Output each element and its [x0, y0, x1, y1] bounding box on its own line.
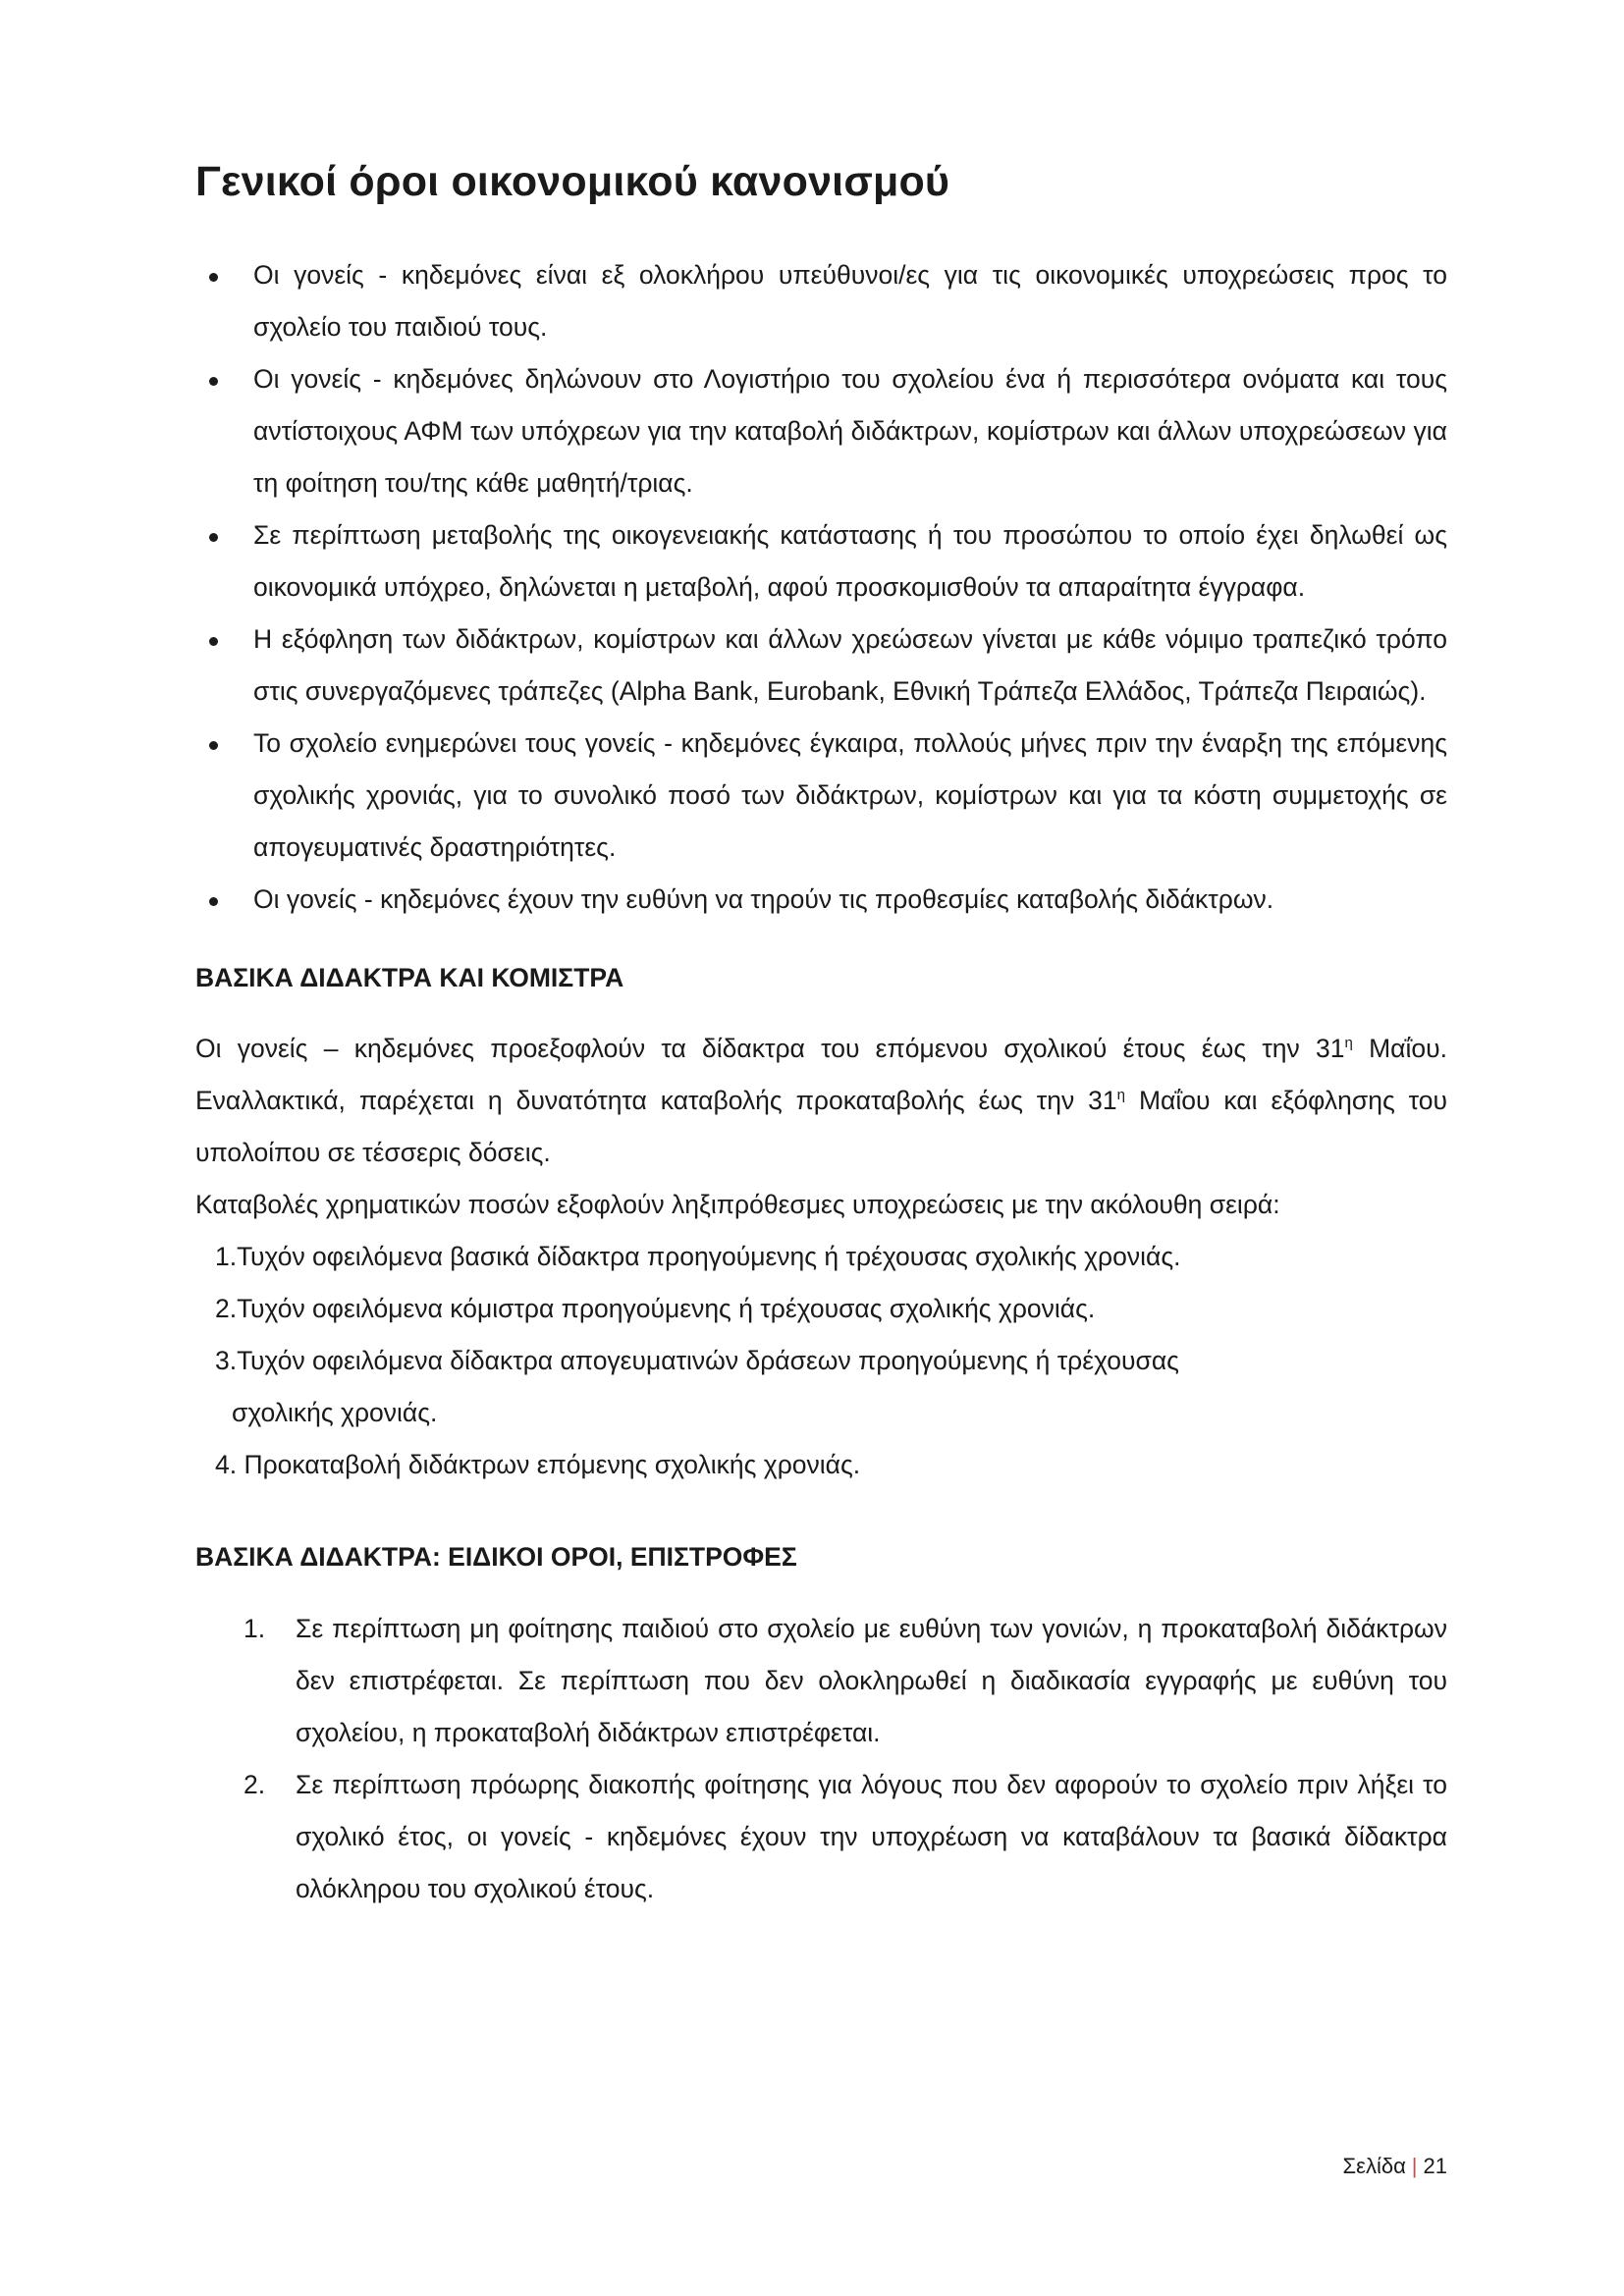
fees-paragraph-part: Μαΐου και εξόφλησης του υπολοίπου σε τέσσερις δόσεις. — [195, 1086, 1447, 1168]
special-terms-list — [195, 1603, 1447, 1915]
list-item-text: Το σχολείο ενημερώνει τους γονείς - κηδεμόνες έγκαιρα, πολλούς μήνες πριν την έναρξη της επόμενης σχολικής χρονιάς, για το συνολικό ποσό των διδάκτρων, κομίστρων και για τα κόστη συμμετοχής σε απογευματινές δραστηριότητες. — [253, 727, 1447, 862]
list-item-text: Οι γονείς - κηδεμόνες έχουν την ευθύνη να τηρούν τις προθεσμίες καταβολής διδάκτρων. — [253, 883, 1274, 914]
section-heading-fees: ΒΑΣΙΚΑ ΔΙΔΑΚΤΡΑ ΚΑΙ ΚΟΜΙΣΤΡΑ — [195, 962, 624, 992]
list-item — [195, 718, 1447, 874]
ordinal-suffix: η — [1116, 1087, 1125, 1104]
list-item-text: 3.Τυχόν οφειλόμενα δίδακτρα απογευματινών δράσεων προηγούμενης ή τρέχουσας — [215, 1346, 1179, 1376]
list-item-text: Σε περίπτωση μεταβολής της οικογενειακής κατάστασης ή του προσώπου το οποίο έχει δηλωθεί ως οικονομικά υπόχρεο, δηλώνεται η μεταβολή, αφού προσκομισθούν τα απαραίτητα έγγραφα. — [253, 519, 1447, 602]
bullet-icon — [209, 377, 218, 386]
list-item — [195, 1335, 1447, 1439]
list-item — [195, 353, 1447, 509]
list-item — [195, 1603, 1447, 1759]
fees-paragraph-part: Μαΐου. Εναλλακτικά, παρέχεται η δυνατότητα καταβολής προκαταβολής έως την 31 — [195, 1034, 1447, 1116]
list-item — [195, 614, 1447, 718]
list-item-number: 1. — [244, 1614, 266, 1644]
payment-order-list — [195, 1231, 1447, 1491]
list-item — [195, 249, 1447, 353]
list-item-text: Οι γονείς - κηδεμόνες είναι εξ ολοκλήρου υπεύθυνοι/ες για τις οικονομικές υποχρεώσεις προς το σχολείο του παιδιού τους. — [253, 259, 1447, 342]
bullet-icon — [209, 637, 218, 646]
list-item — [195, 1759, 1447, 1915]
page-title: Γενικοί όροι οικονομικού κανονισμού — [195, 158, 950, 205]
ordinal-suffix: η — [1344, 1035, 1353, 1052]
fees-paragraph-part: Οι γονείς – κηδεμόνες προεξοφλούν τα δίδακτρα του επόμενου σχολικού έτους έως την 31 — [195, 1034, 1345, 1064]
general-terms-list — [195, 249, 1447, 926]
document-page — [195, 157, 1447, 1915]
page-number: 21 — [1423, 2154, 1447, 2178]
list-item-text: Η εξόφληση των διδάκτρων, κομίστρων και άλλων χρεώσεων γίνεται με κάθε νόμιμο τραπεζικό τρόπο στις συνεργαζόμενες τράπεζες (Alpha Bank, Eurobank, Εθνική Τράπεζα Ελλάδος, Τράπεζα Πειραιώς). — [253, 623, 1447, 706]
list-item — [195, 874, 1447, 926]
fees-paragraph — [195, 1023, 1447, 1179]
bullet-icon — [209, 533, 218, 542]
bullet-icon — [209, 741, 218, 750]
list-item: 4. Προκαταβολή διδάκτρων επόμενης σχολικής χρονιάς. — [215, 1450, 861, 1480]
payment-order-paragraph: Καταβολές χρηματικών ποσών εξοφλούν ληξιπρόθεσμες υποχρεώσεις με την ακόλουθη σειρά: — [195, 1190, 1280, 1220]
section-heading-special-terms: ΒΑΣΙΚΑ ΔΙΔΑΚΤΡΑ: ΕΙΔΙΚΟΙ ΟΡΟΙ, ΕΠΙΣΤΡΟΦΕΣ — [195, 1542, 797, 1573]
footer-separator: | — [1411, 2154, 1418, 2178]
page-label: Σελίδα — [1342, 2154, 1406, 2178]
list-item: 2.Τυχόν οφειλόμενα κόμιστρα προηγούμενης ή τρέχουσας σχολικής χρονιάς. — [215, 1294, 1096, 1324]
list-item-text: Οι γονείς - κηδεμόνες δηλώνουν στο Λογιστήριο του σχολείου ένα ή περισσότερα ονόματα και τους αντίστοιχους ΑΦΜ των υπόχρεων για την καταβολή διδάκτρων, κομίστρων και άλλων υποχρεώσεων για τη φοίτηση του/της κάθε μαθητή/τριας. — [253, 363, 1447, 498]
list-item-number: 2. — [244, 1770, 266, 1800]
page-footer — [1343, 2154, 1447, 2179]
bullet-icon — [209, 897, 218, 906]
list-item-continuation: σχολικής χρονιάς. — [232, 1398, 438, 1428]
list-item-text: Σε περίπτωση μη φοίτησης παιδιού στο σχολείο με ευθύνη των γονιών, η προκαταβολή διδάκτρων δεν επιστρέφεται. Σε περίπτωση που δεν ολοκληρωθεί η διαδικασία εγγραφής με ευθύνη του σχολείου, η προκαταβολή διδάκτρων επιστρέφεται. — [296, 1614, 1447, 1748]
list-item — [195, 509, 1447, 614]
list-item-text: Σε περίπτωση πρόωρης διακοπής φοίτησης για λόγους που δεν αφορούν το σχολείο πριν λήξει το σχολικό έτος, οι γονείς - κηδεμόνες έχουν την υποχρέωση να καταβάλουν τα βασικά δίδακτρα ολόκληρου του σχολικού έτους. — [296, 1770, 1447, 1904]
bullet-icon — [209, 273, 218, 282]
list-item: 1.Τυχόν οφειλόμενα βασικά δίδακτρα προηγούμενης ή τρέχουσας σχολικής χρονιάς. — [215, 1242, 1181, 1272]
